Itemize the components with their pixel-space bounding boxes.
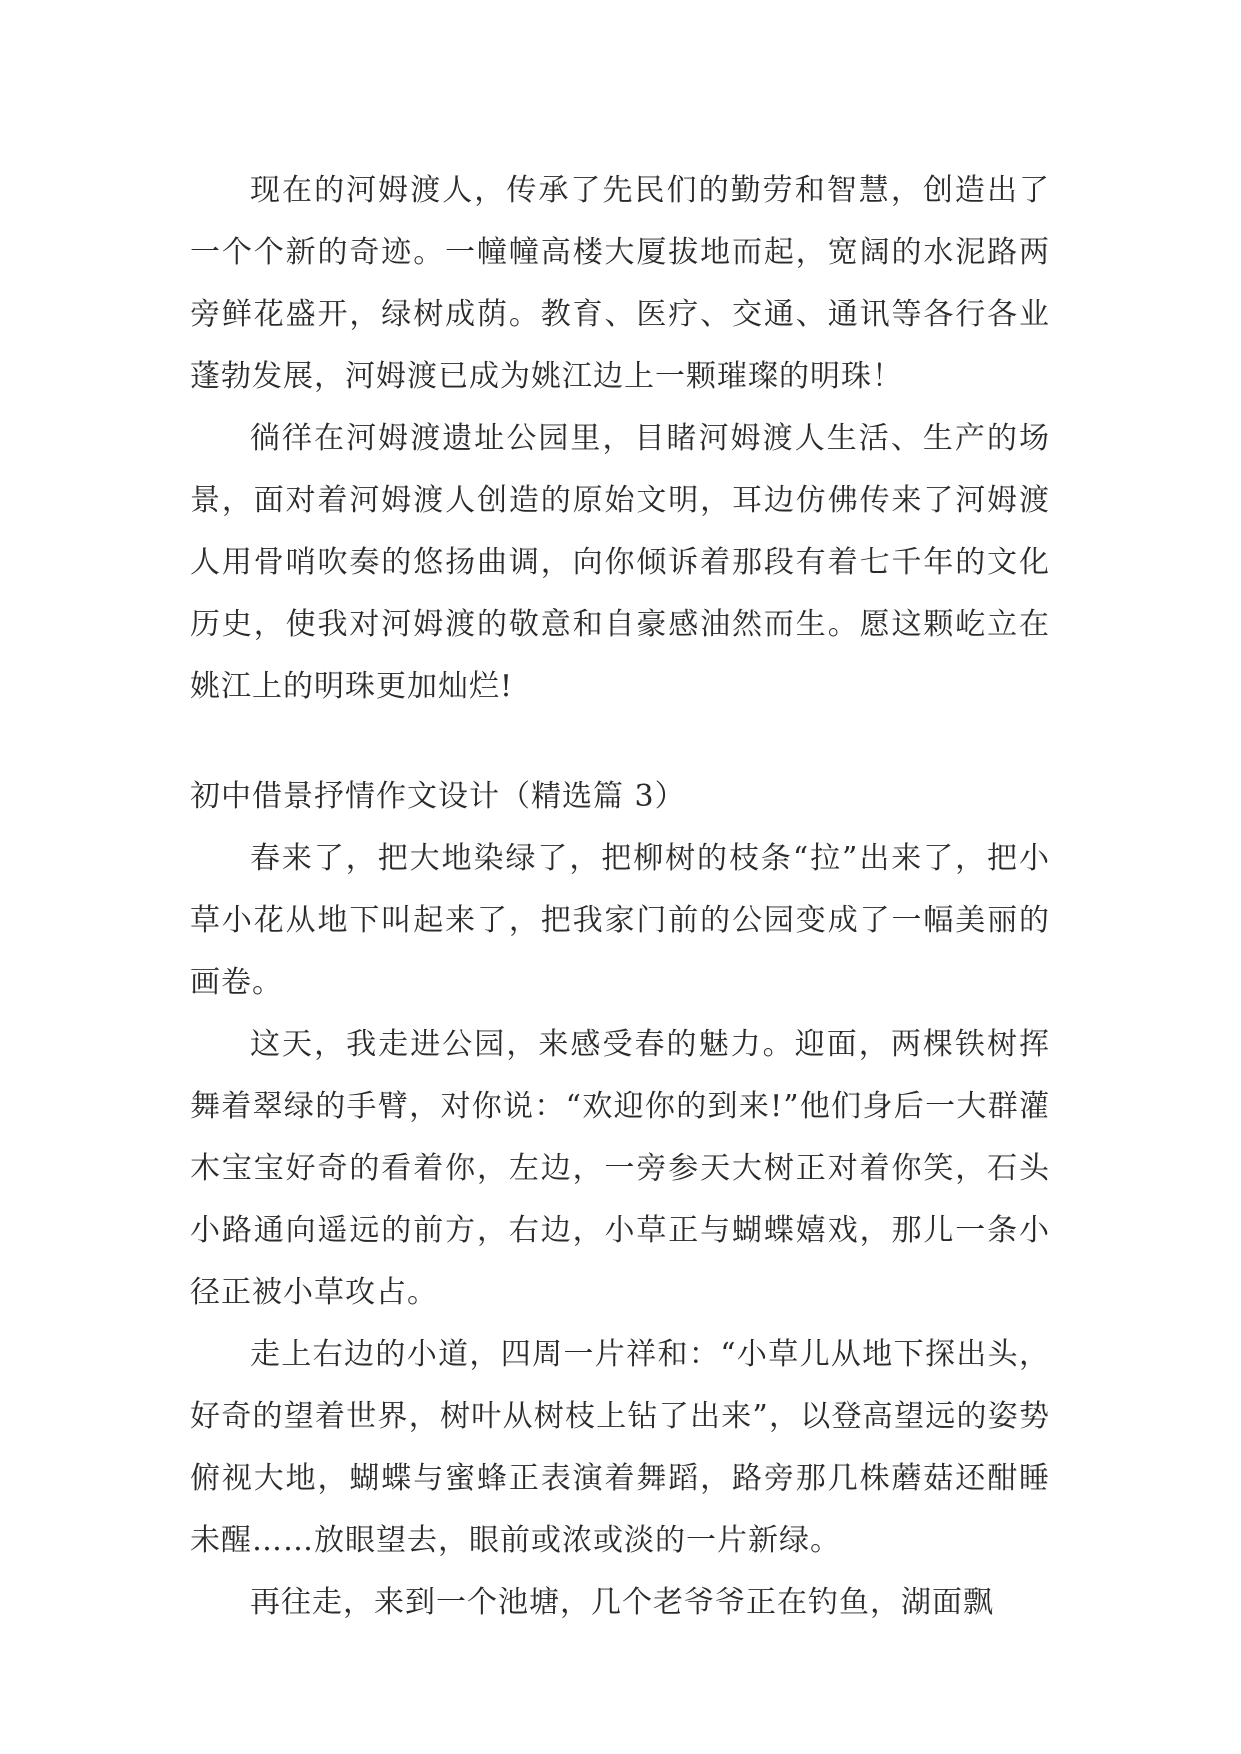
section-heading: 初中借景抒情作文设计（精选篇 3） [190, 779, 686, 814]
paragraph: 徜徉在河姆渡遗址公园里，目睹河姆渡人生活、生产的场景，面对着河姆渡人创造的原始文明，耳边仿佛传来了河姆渡人用骨哨吹奏的悠扬曲调，向你倾诉着那段有着七千年的文化历史，使我对河姆渡的敬意和自豪感油然而生。愿这颗屹立在姚江上的明珠更加灿烂! [190, 421, 1050, 704]
paragraph: 再往走，来到一个池塘，几个老爷爷正在钓鱼，湖面飘 [250, 1585, 994, 1620]
paragraph: 现在的河姆渡人，传承了先民们的勤劳和智慧，创造出了一个个新的奇迹。一幢幢高楼大厦拔地而起，宽阔的水泥路两旁鲜花盛开，绿树成荫。教育、医疗、交通、通讯等各行各业蓬勃发展，河姆渡已成为姚江边上一颗璀璨的明珠！ [190, 173, 1050, 394]
document-body [190, 160, 1050, 1634]
paragraph: 走上右边的小道，四周一片祥和：“小草儿从地下探出头，好奇的望着世界，树叶从树枝上钻了出来”，以登高望远的姿势俯视大地，蝴蝶与蜜蜂正表演着舞蹈，路旁那几株蘑菇还酣睡未醒……放眼望去，眼前或浓或淡的一片新绿。 [190, 1337, 1050, 1558]
section-gap [190, 718, 1050, 766]
paragraph: 春来了，把大地染绿了，把柳树的枝条“拉”出来了，把小草小花从地下叫起来了，把我家门前的公园变成了一幅美丽的画卷。 [190, 841, 1050, 1000]
paragraph: 这天，我走进公园，来感受春的魅力。迎面，两棵铁树挥舞着翠绿的手臂，对你说：“欢迎你的到来!”他们身后一大群灌木宝宝好奇的看着你，左边，一旁参天大树正对着你笑，石头小路通向遥远的前方，右边，小草正与蝴蝶嬉戏，那儿一条小径正被小草攻占。 [190, 1027, 1050, 1310]
